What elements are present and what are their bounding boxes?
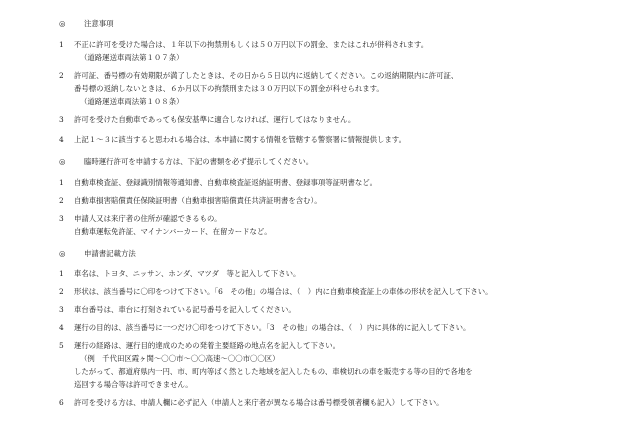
item-text: （道路運送車両法第１０８条）	[80, 97, 184, 106]
section-mark: ◎	[59, 19, 66, 28]
item-text: したがって、都道府県内一円、市、町内等ばく然とした地域を記入したもの、車検切れの車を販売する等の目的で各地を	[74, 367, 473, 376]
section-mark: ◎	[59, 157, 66, 166]
section-heading: 申請書記載方法	[84, 249, 136, 258]
item-text: （道路運送車両法第１０７条）	[80, 53, 184, 62]
item-number: 5	[59, 341, 64, 350]
section-mark: ◎	[59, 249, 66, 258]
item-text: 番号標の返納しないときは、６か月以下の拘禁刑または３０万円以下の罰金が科せられます。	[74, 84, 384, 93]
item-text: 申請人又は来庁者の住所が確認できるもの。	[74, 214, 222, 223]
item-number: 4	[59, 135, 64, 144]
item-text: （例 千代田区霞ヶ関～〇〇市～〇〇高速～〇〇市〇〇区）	[80, 354, 280, 363]
item-number: 2	[59, 71, 64, 80]
section-heading: 注意事項	[84, 19, 114, 28]
item-number: 3	[59, 214, 64, 223]
item-text: 許可を受ける方は、申請人欄に必ず記入（申請人と来庁者が異なる場合は番号標受領者欄も記入）して下さい。	[74, 398, 444, 407]
item-text: 運行の経路は、運行目的達成のための発着主要経路の地点名を記入して下さい。	[74, 341, 341, 350]
item-number: 1	[59, 40, 64, 49]
section-heading: 臨時運行許可を申請する方は、下記の書類を必ず提示してください。	[84, 157, 314, 166]
item-text: 許可を受けた自動車であっても保安基準に適合しなければ、運行してはなりません。	[74, 115, 356, 124]
item-text: 不正に許可を受けた場合は、１年以下の拘禁刑もしくは５０万円以下の罰金、またはこれが併科されます。	[74, 40, 429, 49]
item-number: 2	[59, 196, 64, 205]
item-number: 4	[59, 323, 64, 332]
item-text: 車台番号は、車台に打刻されている記号番号を記入してください。	[74, 305, 296, 314]
item-number: 3	[59, 115, 64, 124]
item-text: 巡回する場合等は許可できません。	[74, 380, 193, 389]
item-text: 上記１～３に該当すると思われる場合は、本申請に関する情報を管轄する警察署に情報提供します。	[74, 135, 406, 144]
item-number: 2	[59, 287, 64, 296]
item-text: 許可証、番号標の有効期限が満了したときは、その日から５日以内に返納してください。この返納期限内に許可証、	[74, 71, 459, 80]
item-number: 6	[59, 398, 64, 407]
item-number: 3	[59, 305, 64, 314]
item-text: 自動車運転免許証、マイナンバーカード、在留カードなど。	[74, 227, 272, 236]
item-number: 1	[59, 269, 64, 278]
item-text: 運行の目的は、該当番号に一つだけ〇印をつけて下さい。「3 その他」の場合は、（ ）内に具体的に記入して下さい。	[74, 323, 471, 332]
item-number: 1	[59, 178, 64, 187]
item-text: 自動車損害賠償責任保険証明書（自動車損害賠償責任共済証明書を含む）。	[74, 196, 322, 205]
item-text: 形状は、該当番号に〇印をつけて下さい。「6 その他」の場合は、（ ）内に自動車検査証上の車体の形状を記入して下さい。	[74, 287, 493, 296]
item-text: 車名は、トヨタ、ニッサン、ホンダ、マツダ 等と記入して下さい。	[74, 269, 301, 278]
item-text: 自動車検査証、登録識別情報等通知書、自動車検査証返納証明書、登録事項等証明書など。	[74, 178, 378, 187]
